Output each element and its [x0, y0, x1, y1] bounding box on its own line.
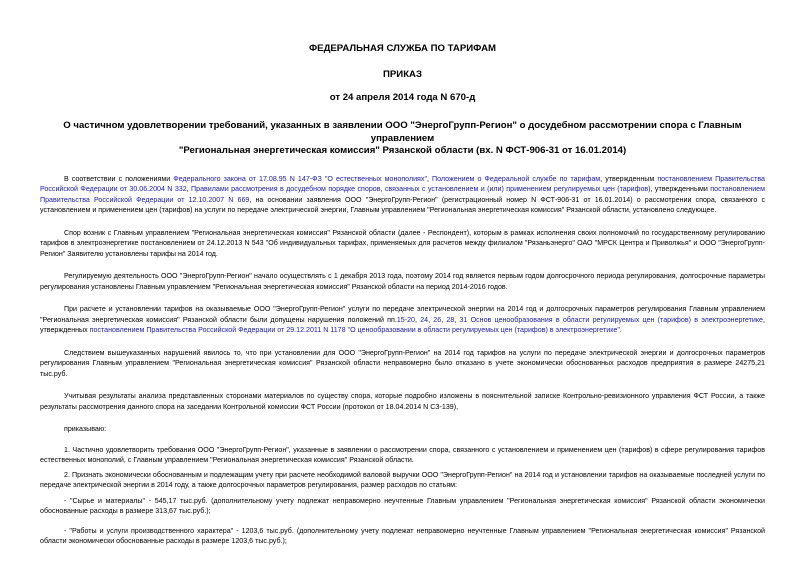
order-item-2-materials: - "Сырье и материалы" - 545,17 тыс.руб. (дополнительному учету подлежат неправомерно неучтенные Главным управлением "Региональная энергетическая комиссия" Рязанской области экономически обоснованные расходы в размере 313,67 тыс.руб.);	[40, 496, 765, 515]
doc-subject-line-1: О частичном удовлетворении требований, указанных в заявлении ООО "ЭнергоГрупп-Регион" о досудебном рассмотрении спора с Главным управлением	[63, 120, 742, 144]
paragraph-order-word: приказываю:	[64, 425, 107, 433]
doc-subject	[40, 120, 765, 158]
paragraph-dispute: Спор возник с Главным управлением "Региональная энергетическая комиссия" Рязанской области (далее - Респондент), которым в рамках исполнения своих полномочий по государственному регулированию тарифов в электроэнергетике постановлением от 24.12.2013 N 543 "Об индивидуальных тарифах, применяемых для расчетов между филиалом "Рязаньэнерго" ОАО "МРСК Центра и Приволжья" и ООО "ЭнергоГрупп-Регион" Заявителю установлены тарифы на 2014 год.	[40, 228, 765, 258]
order-item-1: 1. Частично удовлетворить требования ООО "ЭнергоГрупп-Регион", указанные в заявлении о рассмотрении спора, связанного с установлением и применением цен (тарифов) в сфере регулирования тарифов естественных монополий, с Главным управлением "Региональная энергетическая комиссия" Рязанской области.	[40, 445, 765, 464]
doc-type: ПРИКАЗ	[383, 69, 422, 80]
link-federal-law[interactable]: Федерального закона от 17.08.95 N 147-ФЗ "О естественных монополиях"	[173, 174, 427, 183]
paragraph-violations: При расчете и установлении тарифов на оказываемые ООО "ЭнергоГрупп-Регион" услуги по передаче электрической энергии на 2014 год и долгосрочных параметров регулирования Главным управлением "Региональная энергетическая комиссия" Рязанской области были допущены нарушения положений пп.15-20, 24, 26, 28, 31 Основ ценообразования в области регулируемых цен (тарифов) в электроэнергетике, утвержденных постановлением Правительства Российской Федерации от 29.12.2011 N 1178 "О ценообразовании в области регулируемых цен (тарифов) в электроэнергетике".	[40, 305, 765, 334]
link-government-decree-332[interactable]: постановлением Правительства Российской Федерации от 30.06.2004 N 332	[40, 174, 765, 193]
link-government-decree-1178[interactable]: постановлением Правительства Российской Федерации от 29.12.2011 N 1178 "О ценообразовании в области регулируемых цен (тарифов) в электроэнергетике"	[89, 326, 620, 334]
link-clauses-15-20[interactable]: 15-20	[396, 315, 415, 324]
order-item-2: 2. Признать экономически обоснованным и подлежащим учету при расчете необходимой валовой выручки ООО "ЭнергоГрупп-Регион" на 2014 год и установлении тарифов на оказываемые последней услуги по передаче электрической энергии в 2014 году, а также долгосрочных параметров регулирования, размер расходов по статьям:	[40, 470, 765, 489]
link-fst-regulation[interactable]: Положением о Федеральной службе по тарифам	[432, 174, 601, 183]
agency-title: ФЕДЕРАЛЬНАЯ СЛУЖБА ПО ТАРИФАМ	[308, 43, 497, 54]
doc-subject-line-2: "Региональная энергетическая комиссия" Рязанской области (вх. N ФСТ-906-31 от 16.01.2014)	[178, 145, 627, 156]
link-dispute-rules[interactable]: Правилами рассмотрения в досудебном порядке споров, связанных с установлением и (или) применением регулируемых цен (тарифов)	[191, 185, 651, 193]
paragraph-legal-basis: В соответствии с положениями Федерального закона от 17.08.95 N 147-ФЗ "О естественных монополиях", Положением о Федеральной службе по тарифам, утвержденным постановлением Правительства Российской Федерации от 30.06.2004 N 332, Правилами рассмотрения в досудебном порядке споров, связанных с установлением и (или) применением регулируемых цен (тарифов), утвержденными постановлением Правительства Российской Федерации от 12.10.2007 N 669, на основании заявления ООО "ЭнергоГрупп-Регион" (регистрационный номер N ФСТ-906-31 от 16.01.2014) о рассмотрении спора, связанного с установлением и применением цен (тарифов) на услуги по передаче электрической энергии, Главным управлением "Региональная энергетическая комиссия" Рязанской области, установлено следующее.	[40, 174, 765, 214]
link-clause-28[interactable]: 28	[446, 315, 455, 324]
paragraph-regulated-activity: Регулируемую деятельность ООО "ЭнергоГрупп-Регион" начало осуществлять с 1 декабря 2013 года, поэтому 2014 год является первым годом долгосрочного периода регулирования, долгосрочные параметры регулирования установлены Главным управлением "Региональная энергетическая комиссия" Рязанской области на период 2014-2016 годов.	[40, 272, 765, 291]
order-item-2-works: - "Работы и услуги производственного характера" - 1203,6 тыс.руб. (дополнительному учету подлежат неправомерно неучтенные Главным управлением "Региональная энергетическая комиссия" Рязанской области экономически обоснованные расходы в размере 1203,6 тыс.руб.);	[40, 526, 765, 545]
paragraph-consequence: Следствием вышеуказанных нарушений явилось то, что при установлении для ООО "ЭнергоГрупп-Регион" на 2014 год тарифов на услуги по передаче электрической энергии и долгосрочных параметров регулирования Главным управлением "Региональная энергетическая комиссия" Рязанской области неправомерно было отказано в учете экономически обоснованных расходов предприятия в размере 24275,21 тыс.руб.	[40, 348, 765, 378]
link-clause-31[interactable]: 31	[459, 315, 468, 324]
link-pricing-basics[interactable]: Основ ценообразования в области регулируемых цен (тарифов) в электроэнергетике	[470, 315, 763, 324]
doc-date-number: от 24 апреля 2014 года N 670-д	[329, 92, 476, 103]
paragraph-analysis: Учитывая результаты анализа представленных сторонами материалов по существу спора, которые подробно изложены в пояснительной записке Контрольно-ревизионного управления ФСТ России, а также результаты рассмотрения данного спора на заседании Контрольной комиссии ФСТ России (протокол от 18.04.2014 N СЗ-139),	[40, 392, 765, 411]
link-clause-24[interactable]: 24	[420, 315, 429, 324]
link-government-decree-669[interactable]: постановлением Правительства Российской Федерации от 12.10.2007 N 669	[40, 185, 765, 204]
link-clause-26[interactable]: 26	[433, 315, 442, 324]
